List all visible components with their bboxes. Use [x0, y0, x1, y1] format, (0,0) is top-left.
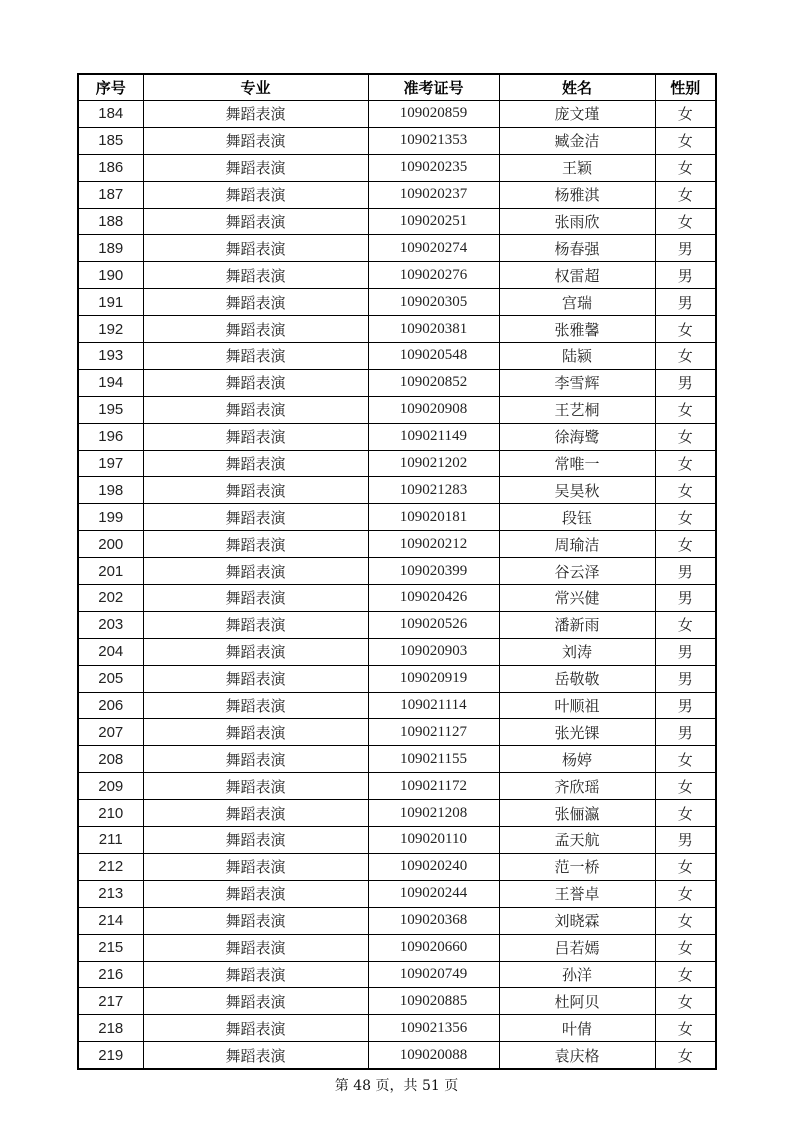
cell-major: 舞蹈表演 [143, 1015, 368, 1042]
cell-gender: 女 [655, 316, 716, 343]
cell-name: 吴昊秋 [499, 477, 655, 504]
cell-exam-id: 109020368 [368, 907, 499, 934]
table-row [78, 262, 716, 289]
cell-name: 叶顺祖 [499, 692, 655, 719]
cell-gender: 女 [655, 1042, 716, 1069]
table-row [78, 800, 716, 827]
cell-name: 张雅馨 [499, 316, 655, 343]
table-row [78, 101, 716, 128]
page-footer [0, 1075, 793, 1095]
cell-gender: 女 [655, 423, 716, 450]
cell-name: 王誉卓 [499, 880, 655, 907]
cell-major: 舞蹈表演 [143, 773, 368, 800]
cell-exam-id: 109021202 [368, 450, 499, 477]
cell-exam-id: 109020110 [368, 827, 499, 854]
cell-exam-id: 109020276 [368, 262, 499, 289]
cell-major: 舞蹈表演 [143, 665, 368, 692]
cell-serial-no: 187 [78, 181, 143, 208]
cell-exam-id: 109020237 [368, 181, 499, 208]
cell-major: 舞蹈表演 [143, 585, 368, 612]
cell-exam-id: 109020274 [368, 235, 499, 262]
candidate-table [77, 73, 717, 1070]
table-row [78, 423, 716, 450]
cell-gender: 女 [655, 531, 716, 558]
table-row [78, 369, 716, 396]
cell-gender: 女 [655, 477, 716, 504]
cell-gender: 女 [655, 611, 716, 638]
cell-gender: 男 [655, 638, 716, 665]
cell-exam-id: 109021208 [368, 800, 499, 827]
table-row [78, 907, 716, 934]
cell-exam-id: 109020251 [368, 208, 499, 235]
cell-name: 陆颍 [499, 343, 655, 370]
cell-major: 舞蹈表演 [143, 262, 368, 289]
cell-serial-no: 208 [78, 746, 143, 773]
cell-major: 舞蹈表演 [143, 531, 368, 558]
cell-gender: 男 [655, 369, 716, 396]
cell-name: 徐海鹭 [499, 423, 655, 450]
cell-exam-id: 109020426 [368, 585, 499, 612]
table-row [78, 235, 716, 262]
table-row [78, 585, 716, 612]
cell-name: 权雷超 [499, 262, 655, 289]
cell-exam-id: 109020852 [368, 369, 499, 396]
cell-name: 周瑜洁 [499, 531, 655, 558]
cell-exam-id: 109021283 [368, 477, 499, 504]
page-number-label: 第 48 页，共 51 页 [334, 1078, 459, 1094]
table-body [78, 101, 716, 1070]
cell-gender: 女 [655, 343, 716, 370]
cell-exam-id: 109021356 [368, 1015, 499, 1042]
table-row [78, 665, 716, 692]
cell-gender: 女 [655, 746, 716, 773]
cell-serial-no: 211 [78, 827, 143, 854]
cell-serial-no: 191 [78, 289, 143, 316]
table-row [78, 316, 716, 343]
table-row [78, 853, 716, 880]
table-row [78, 746, 716, 773]
cell-name: 范一桥 [499, 853, 655, 880]
cell-exam-id: 109020919 [368, 665, 499, 692]
table-row [78, 1015, 716, 1042]
cell-gender: 男 [655, 558, 716, 585]
cell-exam-id: 109020181 [368, 504, 499, 531]
cell-major: 舞蹈表演 [143, 638, 368, 665]
cell-gender: 男 [655, 585, 716, 612]
cell-name: 齐欣瑶 [499, 773, 655, 800]
cell-major: 舞蹈表演 [143, 827, 368, 854]
cell-serial-no: 207 [78, 719, 143, 746]
table-row [78, 773, 716, 800]
cell-serial-no: 214 [78, 907, 143, 934]
cell-serial-no: 184 [78, 101, 143, 128]
cell-major: 舞蹈表演 [143, 423, 368, 450]
cell-exam-id: 109020660 [368, 934, 499, 961]
table-row [78, 638, 716, 665]
cell-serial-no: 190 [78, 262, 143, 289]
cell-major: 舞蹈表演 [143, 316, 368, 343]
cell-name: 庞文瑾 [499, 101, 655, 128]
cell-gender: 女 [655, 988, 716, 1015]
table-row [78, 988, 716, 1015]
cell-name: 王艺桐 [499, 396, 655, 423]
cell-serial-no: 193 [78, 343, 143, 370]
cell-name: 谷云泽 [499, 558, 655, 585]
cell-name: 孙洋 [499, 961, 655, 988]
cell-serial-no: 206 [78, 692, 143, 719]
cell-exam-id: 109020212 [368, 531, 499, 558]
cell-exam-id: 109021114 [368, 692, 499, 719]
cell-gender: 女 [655, 181, 716, 208]
cell-major: 舞蹈表演 [143, 558, 368, 585]
cell-serial-no: 186 [78, 154, 143, 181]
table-row [78, 396, 716, 423]
table-row [78, 558, 716, 585]
cell-major: 舞蹈表演 [143, 181, 368, 208]
cell-major: 舞蹈表演 [143, 853, 368, 880]
table-row [78, 827, 716, 854]
cell-name: 杨雅淇 [499, 181, 655, 208]
cell-name: 吕若嫣 [499, 934, 655, 961]
cell-serial-no: 204 [78, 638, 143, 665]
cell-major: 舞蹈表演 [143, 101, 368, 128]
cell-name: 常兴健 [499, 585, 655, 612]
cell-serial-no: 216 [78, 961, 143, 988]
table-row [78, 934, 716, 961]
table-row [78, 181, 716, 208]
cell-serial-no: 189 [78, 235, 143, 262]
table-row [78, 289, 716, 316]
cell-gender: 女 [655, 208, 716, 235]
cell-exam-id: 109021155 [368, 746, 499, 773]
cell-exam-id: 109020235 [368, 154, 499, 181]
cell-gender: 女 [655, 907, 716, 934]
cell-name: 臧金洁 [499, 127, 655, 154]
cell-serial-no: 197 [78, 450, 143, 477]
cell-major: 舞蹈表演 [143, 289, 368, 316]
cell-major: 舞蹈表演 [143, 343, 368, 370]
table-row [78, 692, 716, 719]
cell-major: 舞蹈表演 [143, 934, 368, 961]
header-serial-no: 序号 [78, 74, 143, 101]
cell-exam-id: 109020381 [368, 316, 499, 343]
cell-serial-no: 205 [78, 665, 143, 692]
cell-serial-no: 213 [78, 880, 143, 907]
cell-serial-no: 200 [78, 531, 143, 558]
cell-gender: 女 [655, 1015, 716, 1042]
cell-serial-no: 209 [78, 773, 143, 800]
cell-gender: 男 [655, 692, 716, 719]
cell-exam-id: 109021172 [368, 773, 499, 800]
cell-serial-no: 185 [78, 127, 143, 154]
cell-name: 刘晓霖 [499, 907, 655, 934]
cell-major: 舞蹈表演 [143, 1042, 368, 1069]
cell-name: 袁庆格 [499, 1042, 655, 1069]
cell-major: 舞蹈表演 [143, 369, 368, 396]
cell-exam-id: 109021149 [368, 423, 499, 450]
cell-serial-no: 188 [78, 208, 143, 235]
cell-name: 叶倩 [499, 1015, 655, 1042]
cell-major: 舞蹈表演 [143, 880, 368, 907]
header-gender: 性别 [655, 74, 716, 101]
table-row [78, 343, 716, 370]
table-row [78, 208, 716, 235]
cell-exam-id: 109020548 [368, 343, 499, 370]
table-row [78, 477, 716, 504]
cell-gender: 男 [655, 719, 716, 746]
cell-name: 杜阿贝 [499, 988, 655, 1015]
cell-serial-no: 195 [78, 396, 143, 423]
cell-serial-no: 198 [78, 477, 143, 504]
header-exam-id: 准考证号 [368, 74, 499, 101]
cell-exam-id: 109020908 [368, 396, 499, 423]
table-row [78, 504, 716, 531]
cell-name: 张雨欣 [499, 208, 655, 235]
cell-serial-no: 192 [78, 316, 143, 343]
cell-gender: 男 [655, 665, 716, 692]
cell-gender: 女 [655, 396, 716, 423]
table-row [78, 531, 716, 558]
cell-gender: 女 [655, 450, 716, 477]
cell-exam-id: 109020244 [368, 880, 499, 907]
cell-name: 段钰 [499, 504, 655, 531]
table-row [78, 611, 716, 638]
cell-name: 张光锞 [499, 719, 655, 746]
cell-gender: 女 [655, 880, 716, 907]
cell-gender: 女 [655, 800, 716, 827]
cell-name: 常唯一 [499, 450, 655, 477]
cell-exam-id: 109020305 [368, 289, 499, 316]
cell-major: 舞蹈表演 [143, 611, 368, 638]
cell-exam-id: 109021353 [368, 127, 499, 154]
cell-gender: 女 [655, 853, 716, 880]
cell-major: 舞蹈表演 [143, 988, 368, 1015]
cell-name: 岳敬敬 [499, 665, 655, 692]
cell-exam-id: 109020088 [368, 1042, 499, 1069]
cell-exam-id: 109020885 [368, 988, 499, 1015]
cell-gender: 女 [655, 961, 716, 988]
cell-name: 张俪瀛 [499, 800, 655, 827]
cell-name: 刘涛 [499, 638, 655, 665]
table-row [78, 127, 716, 154]
table-row [78, 1042, 716, 1069]
cell-gender: 女 [655, 773, 716, 800]
cell-serial-no: 194 [78, 369, 143, 396]
cell-serial-no: 217 [78, 988, 143, 1015]
cell-serial-no: 201 [78, 558, 143, 585]
cell-major: 舞蹈表演 [143, 746, 368, 773]
cell-major: 舞蹈表演 [143, 477, 368, 504]
cell-serial-no: 219 [78, 1042, 143, 1069]
cell-serial-no: 203 [78, 611, 143, 638]
cell-exam-id: 109021127 [368, 719, 499, 746]
cell-serial-no: 202 [78, 585, 143, 612]
table-row [78, 719, 716, 746]
cell-name: 孟天航 [499, 827, 655, 854]
cell-exam-id: 109020859 [368, 101, 499, 128]
cell-serial-no: 210 [78, 800, 143, 827]
cell-major: 舞蹈表演 [143, 208, 368, 235]
cell-name: 杨春强 [499, 235, 655, 262]
cell-gender: 女 [655, 154, 716, 181]
table-row [78, 154, 716, 181]
cell-gender: 女 [655, 127, 716, 154]
cell-serial-no: 199 [78, 504, 143, 531]
cell-major: 舞蹈表演 [143, 961, 368, 988]
cell-major: 舞蹈表演 [143, 907, 368, 934]
cell-exam-id: 109020749 [368, 961, 499, 988]
cell-serial-no: 215 [78, 934, 143, 961]
cell-gender: 男 [655, 827, 716, 854]
cell-serial-no: 196 [78, 423, 143, 450]
cell-exam-id: 109020903 [368, 638, 499, 665]
cell-major: 舞蹈表演 [143, 154, 368, 181]
cell-name: 宫瑞 [499, 289, 655, 316]
cell-major: 舞蹈表演 [143, 719, 368, 746]
table-header-row [78, 74, 716, 101]
table-row [78, 961, 716, 988]
table-row [78, 880, 716, 907]
cell-name: 潘新雨 [499, 611, 655, 638]
cell-major: 舞蹈表演 [143, 235, 368, 262]
cell-gender: 男 [655, 235, 716, 262]
cell-name: 杨婷 [499, 746, 655, 773]
cell-major: 舞蹈表演 [143, 396, 368, 423]
cell-major: 舞蹈表演 [143, 504, 368, 531]
cell-exam-id: 109020240 [368, 853, 499, 880]
cell-gender: 女 [655, 504, 716, 531]
cell-major: 舞蹈表演 [143, 450, 368, 477]
cell-gender: 女 [655, 934, 716, 961]
cell-name: 王颖 [499, 154, 655, 181]
cell-gender: 男 [655, 262, 716, 289]
cell-major: 舞蹈表演 [143, 800, 368, 827]
header-major: 专业 [143, 74, 368, 101]
header-name: 姓名 [499, 74, 655, 101]
cell-exam-id: 109020526 [368, 611, 499, 638]
cell-gender: 女 [655, 101, 716, 128]
cell-major: 舞蹈表演 [143, 692, 368, 719]
cell-major: 舞蹈表演 [143, 127, 368, 154]
cell-name: 李雪辉 [499, 369, 655, 396]
cell-gender: 男 [655, 289, 716, 316]
cell-serial-no: 218 [78, 1015, 143, 1042]
cell-exam-id: 109020399 [368, 558, 499, 585]
cell-serial-no: 212 [78, 853, 143, 880]
table-row [78, 450, 716, 477]
